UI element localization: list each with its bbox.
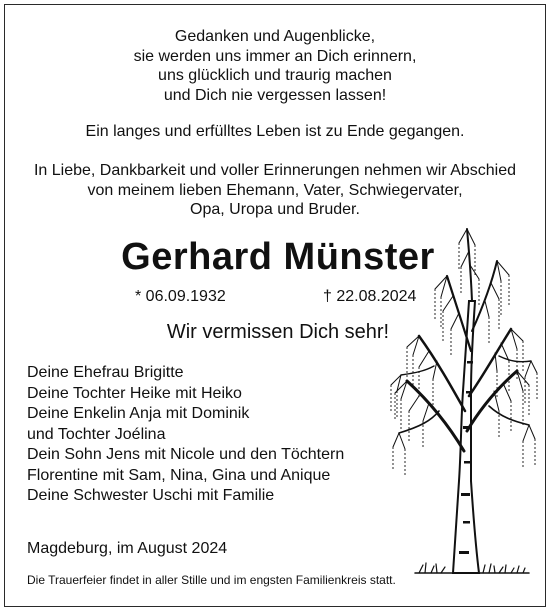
obituary-notice (4, 4, 546, 607)
poem-line: sie werden uns immer an Dich erinnern, (133, 47, 417, 65)
poem-line: Gedanken und Augenblicke, (174, 28, 376, 45)
farewell-line: von meinem lieben Ehemann, Vater, Schwiegervater, (87, 181, 463, 199)
survivor-line: Deine Enkelin Anja mit Dominik (27, 405, 250, 422)
survivor-line: Deine Tochter Heike mit Heiko (27, 384, 242, 402)
place-date: Magdeburg, im August 2024 (27, 540, 228, 557)
birth-date: * 06.09.1932 (135, 288, 226, 305)
poem-line: und Dich nie vergessen lassen! (163, 86, 387, 104)
poem (5, 27, 545, 105)
farewell-text (5, 161, 545, 220)
farewell-line: Opa, Uropa und Bruder. (190, 201, 360, 218)
life-statement: Ein langes und erfülltes Leben ist zu Ende gegangen. (85, 123, 465, 140)
farewell-line: In Liebe, Dankbarkeit und voller Erinnerungen nehmen wir Abschied (33, 162, 517, 179)
survivor-line: Dein Sohn Jens mit Nicole und den Töchtern (27, 446, 345, 463)
funeral-note: Die Trauerfeier findet in aller Stille und im engsten Familienkreis statt. (27, 573, 396, 587)
death-date: † 22.08.2024 (323, 288, 417, 305)
survivor-line: und Tochter Joélina (27, 425, 166, 443)
survivor-line: Deine Schwester Uschi mit Familie (27, 487, 275, 504)
poem-line: uns glücklich und traurig machen (158, 67, 392, 84)
birch-tree-icon (379, 221, 539, 581)
survivors-list (27, 363, 344, 507)
survivor-line: Florentine mit Sam, Nina, Gina und Anique (27, 466, 331, 484)
deceased-name: Gerhard Münster (121, 236, 435, 278)
motto: Wir vermissen Dich sehr! (166, 321, 390, 343)
survivor-line: Deine Ehefrau Brigitte (27, 364, 184, 381)
